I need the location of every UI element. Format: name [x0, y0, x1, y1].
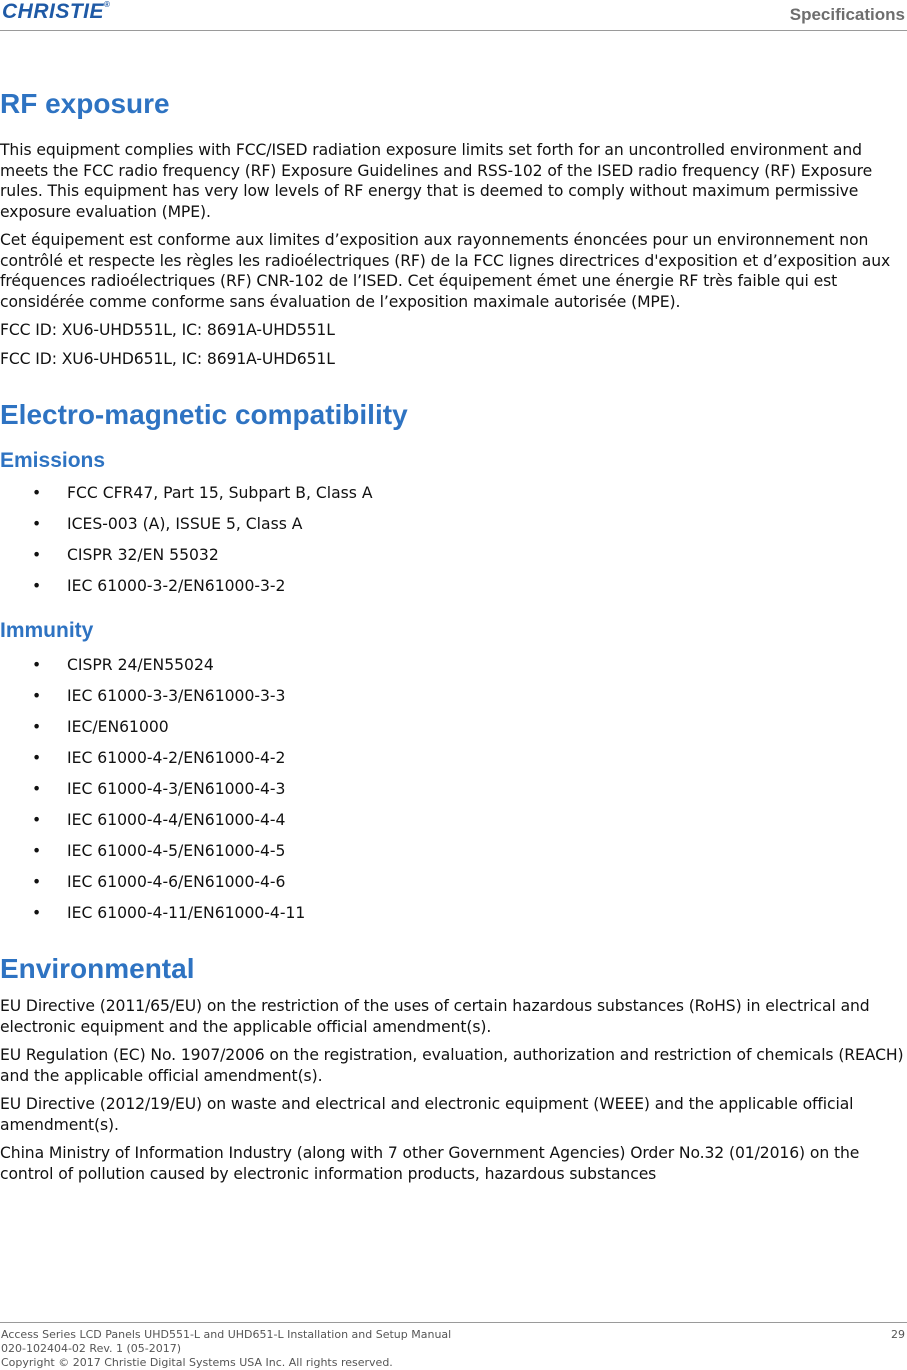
list-item: • IEC 61000-4-2/EN61000-4-2 [0, 748, 906, 779]
list-item: • IEC 61000-4-5/EN61000-4-5 [0, 841, 906, 872]
environmental-heading: Environmental [0, 953, 195, 984]
emissions-list [0, 483, 906, 607]
footer-info [1, 1328, 451, 1370]
list-item: • IEC/EN61000 [0, 717, 906, 748]
page-number: 29 [891, 1328, 905, 1341]
env-paragraph-rohs: EU Directive (2011/65/EU) on the restriction of the uses of certain hazardous substances (RoHS) in electrical and electronic equipment and the applicable official amendment(s). [0, 997, 870, 1036]
list-item: • IEC 61000-3-3/EN61000-3-3 [0, 686, 906, 717]
logo-text: CHRISTIE [2, 0, 105, 23]
list-item: • CISPR 32/EN 55032 [0, 545, 906, 576]
fcc-id-651: FCC ID: XU6-UHD651L, IC: 8691A-UHD651L [0, 349, 335, 368]
emissions-heading: Emissions [0, 449, 106, 472]
env-paragraph-reach: EU Regulation (EC) No. 1907/2006 on the registration, evaluation, authorization and restriction of chemicals (REACH) and the applicable official amendment(s). [0, 1046, 904, 1085]
env-paragraph-china: China Ministry of Information Industry (along with 7 other Government Agencies) Order No.32 (01/2016) on the control of pollution caused by electronic information products, hazardous substances [0, 1144, 860, 1183]
fcc-id-551: FCC ID: XU6-UHD551L, IC: 8691A-UHD551L [0, 321, 335, 339]
emc-heading: Electro-magnetic compatibility [0, 399, 408, 430]
list-item: • FCC CFR47, Part 15, Subpart B, Class A [0, 483, 906, 514]
footer-manual-title: Access Series LCD Panels UHD551-L and UHD651-L Installation and Setup Manual [1, 1328, 452, 1341]
list-item: • IEC 61000-4-11/EN61000-4-11 [0, 903, 906, 934]
rf-exposure-heading: RF exposure [0, 88, 170, 119]
list-item: • ICES-003 (A), ISSUE 5, Class A [0, 514, 906, 545]
immunity-list [0, 655, 906, 934]
logo-registered-mark: ® [104, 0, 111, 9]
page-header [0, 0, 907, 31]
list-item: • CISPR 24/EN55024 [0, 655, 906, 686]
list-item: • IEC 61000-4-3/EN61000-4-3 [0, 779, 906, 810]
list-item: • IEC 61000-4-4/EN61000-4-4 [0, 810, 906, 841]
rf-paragraph-french: Cet équipement est conforme aux limites d’exposition aux rayonnements énoncées pour un environnement non contrôlé et respecte les règles les radioélectriques (RF) de la FCC lignes directrices d'exposition et d’exposition aux fréquences radioélectriques (RF) CNR-102 de l’ISED. Cet équipement émet une énergie RF très faible qui est considérée comme conforme sans évaluation de l’exposition maximale autorisée (MPE). [0, 231, 891, 311]
section-name: Specifications [789, 5, 905, 24]
footer-document-number: 020-102404-02 Rev. 1 (05-2017) [1, 1342, 182, 1355]
page-footer [0, 1322, 907, 1370]
env-paragraph-weee: EU Directive (2012/19/EU) on waste and electrical and electronic equipment (WEEE) and the applicable official amendment(s). [0, 1095, 854, 1134]
christie-logo [2, 0, 110, 24]
rf-paragraph-english: This equipment complies with FCC/ISED radiation exposure limits set forth for an uncontrolled environment and meets the FCC radio frequency (RF) Exposure Guidelines and RSS-102 of the ISED radio frequency (RF) Exposure rules. This equipment has very low levels of RF energy that is deemed to comply without maximum permissive exposure evaluation (MPE). [0, 141, 873, 221]
page-content [0, 84, 906, 1184]
immunity-heading: Immunity [0, 619, 94, 642]
list-item: • IEC 61000-3-2/EN61000-3-2 [0, 576, 906, 607]
footer-copyright: Copyright © 2017 Christie Digital Systems USA Inc. All rights reserved. [1, 1356, 393, 1369]
list-item: • IEC 61000-4-6/EN61000-4-6 [0, 872, 906, 903]
